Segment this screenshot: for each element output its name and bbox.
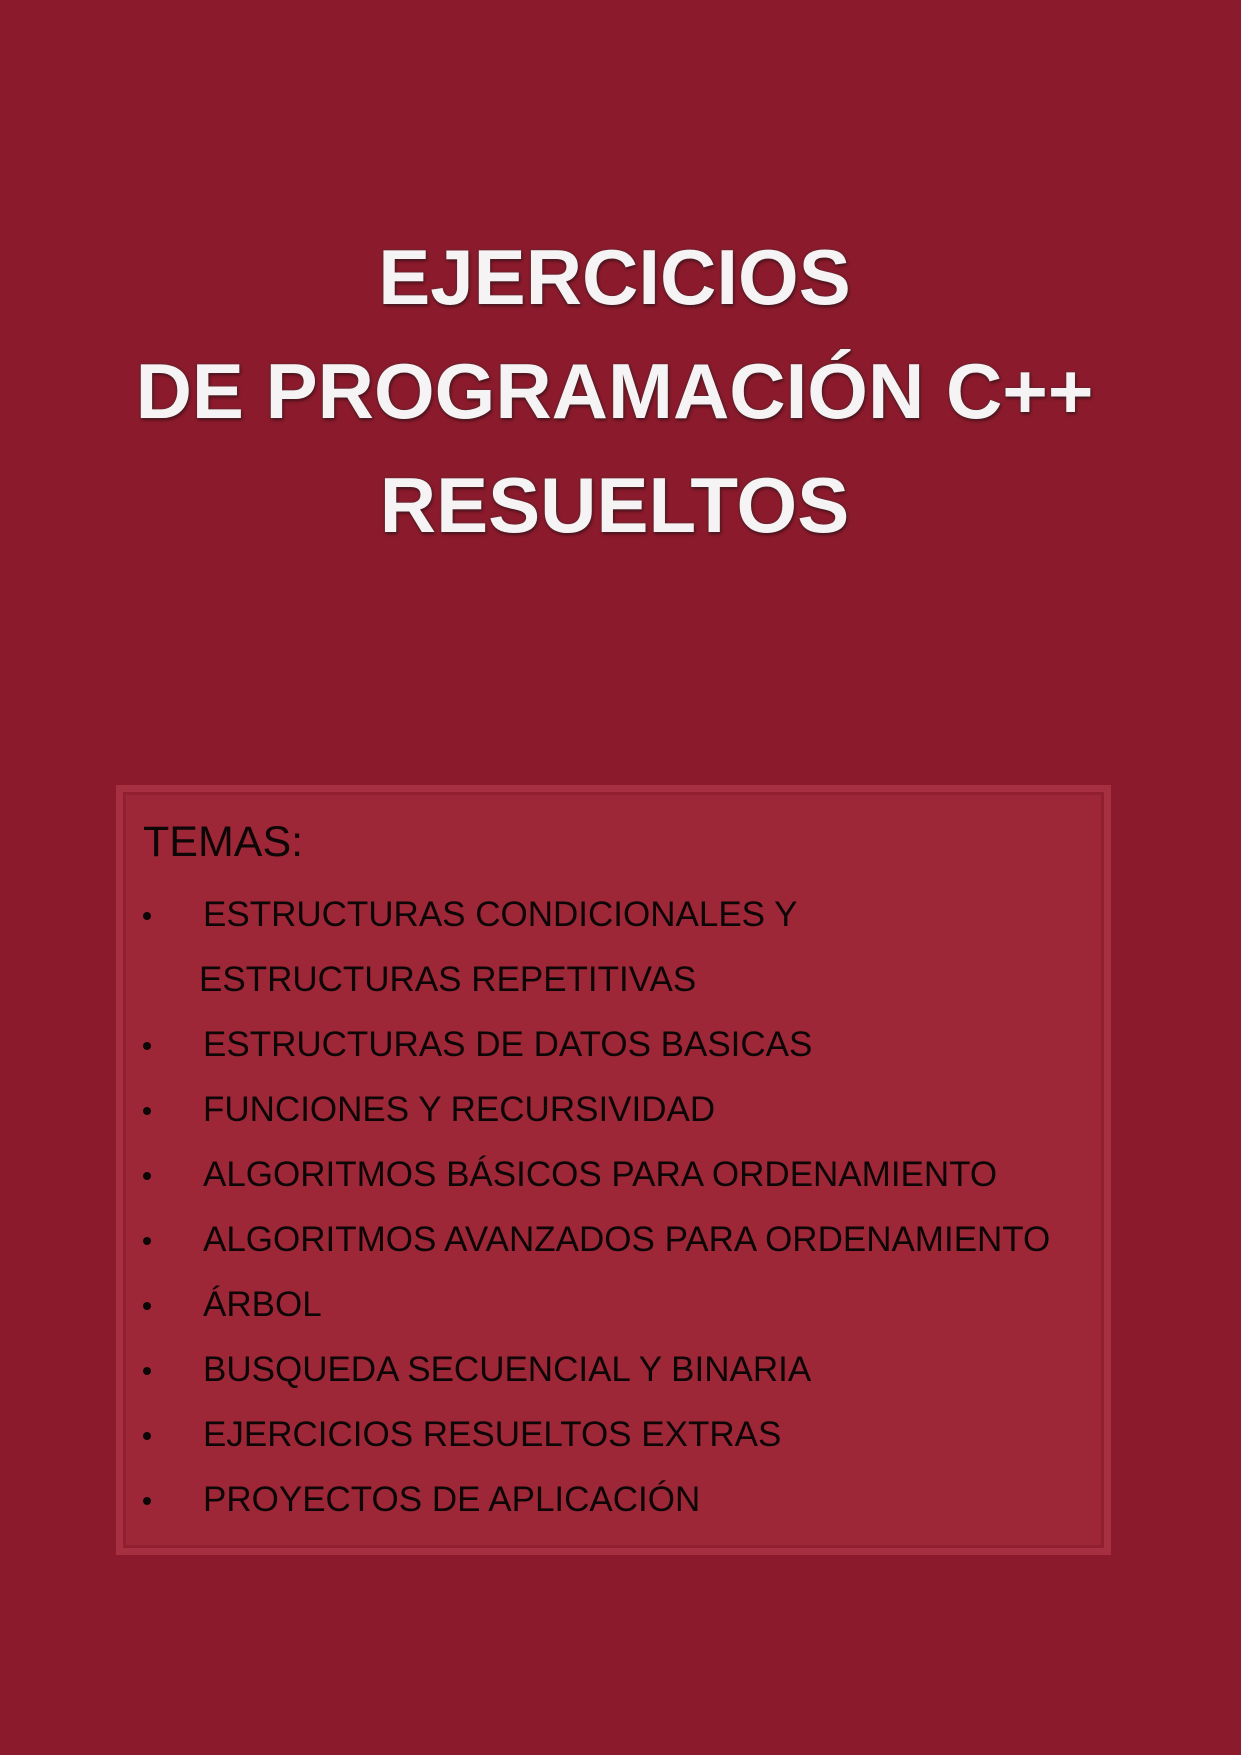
bullet-icon: [143, 1237, 151, 1245]
bullet-icon: [143, 1432, 151, 1440]
topic-text: ESTRUCTURAS REPETITIVAS: [199, 960, 697, 999]
bullet-icon: [143, 1042, 151, 1050]
topic-text: ESTRUCTURAS DE DATOS BASICAS: [203, 1025, 813, 1064]
topic-text: FUNCIONES Y RECURSIVIDAD: [203, 1090, 716, 1129]
bullet-icon: [143, 1107, 151, 1115]
topics-heading: TEMAS:: [143, 818, 304, 866]
topic-text: PROYECTOS DE APLICACIÓN: [203, 1480, 701, 1519]
topic-text: ESTRUCTURAS CONDICIONALES Y: [203, 895, 798, 934]
topic-text: ALGORITMOS AVANZADOS PARA ORDENAMIENTO: [203, 1220, 1051, 1259]
topic-text: ALGORITMOS BÁSICOS PARA ORDENAMIENTO: [203, 1155, 998, 1194]
title-line-2: DE PROGRAMACIÓN C++: [135, 347, 1094, 435]
title-line-1: EJERCICIOS: [378, 233, 851, 321]
topic-text: BUSQUEDA SECUENCIAL Y BINARIA: [203, 1350, 812, 1389]
bullet-icon: [143, 912, 151, 920]
topic-text: EJERCICIOS RESUELTOS EXTRAS: [203, 1415, 782, 1454]
bullet-icon: [143, 1302, 151, 1310]
title-line-3: RESUELTOS: [379, 461, 850, 549]
cover-title: [0, 220, 1229, 562]
bullet-icon: [143, 1367, 151, 1375]
bullet-icon: [143, 1172, 151, 1180]
bullet-icon: [143, 1497, 151, 1505]
topic-text: ÁRBOL: [203, 1285, 322, 1324]
